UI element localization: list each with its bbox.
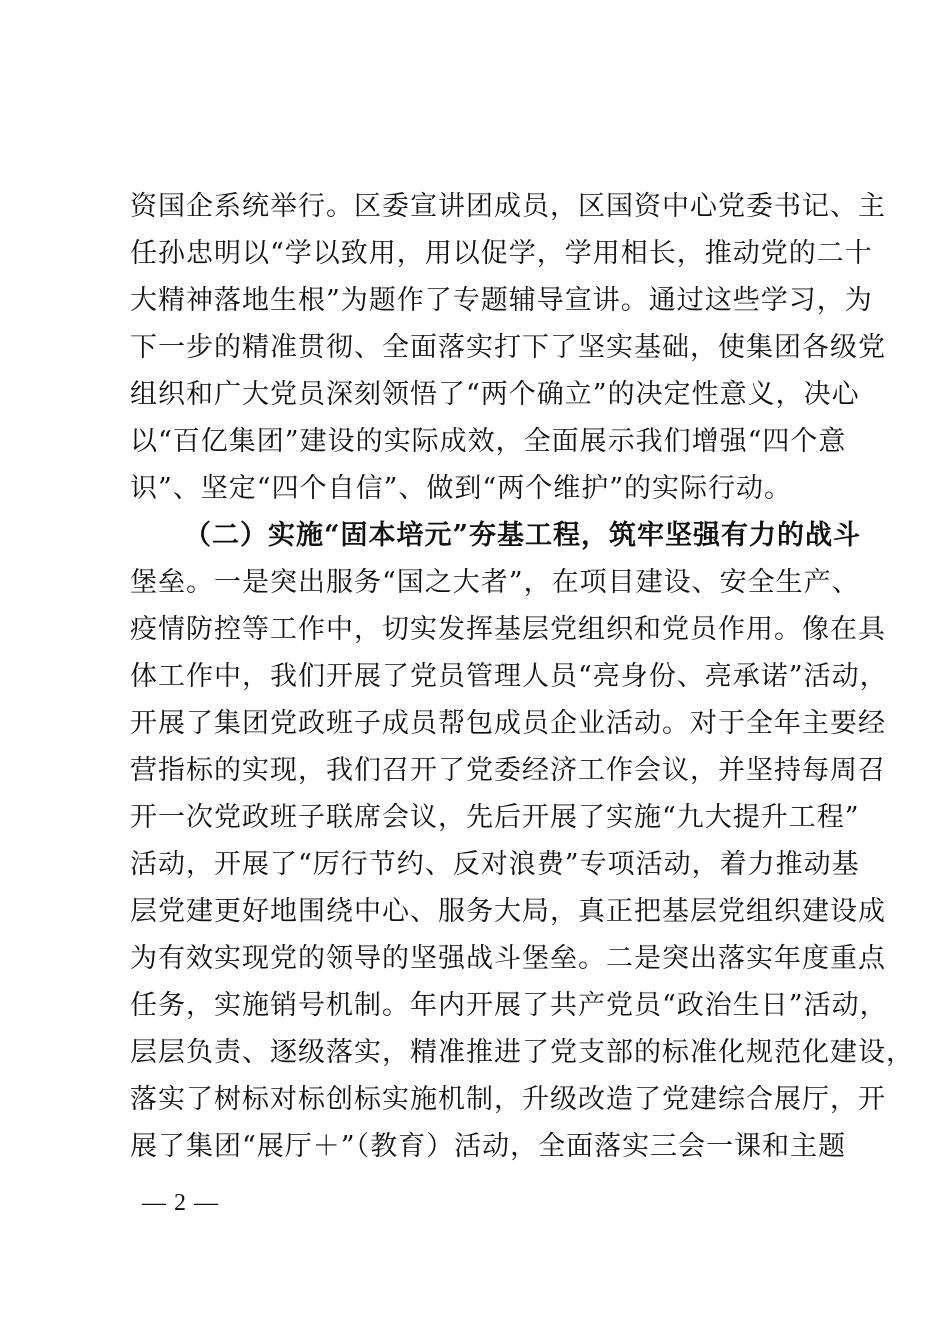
section-line-9: 为有效实现党的领导的坚强战斗堡垒。二是突出落实年度重点 bbox=[130, 943, 886, 974]
section-line-6: 开一次党政班子联席会议，先后开展了实施“九大提升工程” bbox=[130, 802, 860, 833]
section-line-13: 展了集团“展厅＋”（教育）活动，全面落实三会一课和主题 bbox=[130, 1131, 847, 1162]
section-line-2: 疫情防控等工作中，切实发挥基层党组织和党员作用。像在具 bbox=[130, 614, 886, 645]
paragraph-line-4: 下一步的精准贯彻、全面落实打下了坚实基础，使集团各级党 bbox=[130, 332, 886, 363]
section-line-4: 开展了集团党政班子成员帮包成员企业活动。对于全年主要经 bbox=[130, 708, 886, 739]
page-number: — 2 — bbox=[142, 1190, 219, 1216]
section-line-8: 层党建更好地围绕中心、服务大局，真正把基层党组织建设成 bbox=[130, 896, 886, 927]
section-heading: （二）实施“固本培元”夯基工程，筑牢坚强有力的战斗 bbox=[184, 520, 862, 551]
section-line-5: 营指标的实现，我们召开了党委经济工作会议，并坚持每周召 bbox=[130, 755, 886, 786]
paragraph-line-7: 识”、坚定“四个自信”、做到“两个维护”的实际行动。 bbox=[130, 473, 793, 504]
paragraph-line-2: 任孙忠明以“学以致用，用以促学，学用相长，推动党的二十 bbox=[130, 238, 873, 269]
body-text bbox=[130, 183, 914, 1170]
section-line-10: 任务，实施销号机制。年内开展了共产党员“政治生日”活动， bbox=[130, 990, 888, 1021]
section-line-1: 堡垒。一是突出服务“国之大者”，在项目建设、安全生产、 bbox=[130, 567, 860, 598]
section-line-3: 体工作中，我们开展了党员管理人员“亮身份、亮承诺”活动， bbox=[130, 661, 888, 692]
paragraph-line-5: 组织和广大党员深刻领悟了“两个确立”的决定性意义，决心 bbox=[130, 379, 860, 410]
paragraph-line-1: 资国企系统举行。区委宣讲团成员，区国资中心党委书记、主 bbox=[130, 191, 886, 222]
paragraph-line-6: 以“百亿集团”建设的实际成效，全面展示我们增强“四个意 bbox=[130, 426, 847, 457]
paragraph-line-3: 大精神落地生根”为题作了专题辅导宣讲。通过这些学习，为 bbox=[130, 285, 873, 316]
section-line-11: 层层负责、逐级落实，精准推进了党支部的标准化规范化建设， bbox=[130, 1037, 914, 1068]
section-line-7: 活动，开展了“厉行节约、反对浪费”专项活动，着力推动基 bbox=[130, 849, 860, 880]
section-line-12: 落实了树标对标创标实施机制，升级改造了党建综合展厅，开 bbox=[130, 1084, 886, 1115]
